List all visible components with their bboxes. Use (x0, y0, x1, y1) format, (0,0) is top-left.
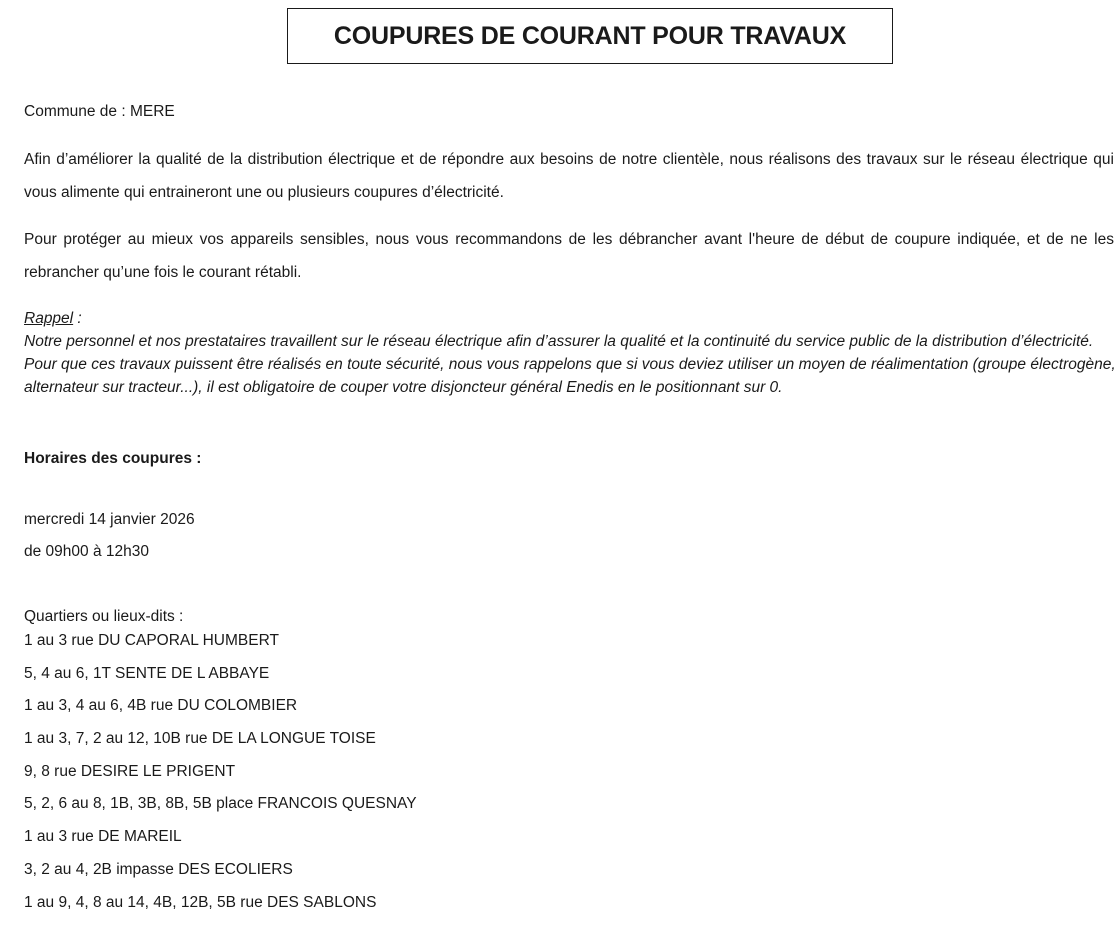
rappel-heading-suffix: : (73, 310, 82, 327)
list-item: 5, 4 au 6, 1T SENTE DE L ABBAYE (24, 664, 270, 682)
list-item: 1 au 3 rue DU CAPORAL HUMBERT (24, 632, 279, 649)
list-item: 1 au 3 rue DE MAREIL (24, 828, 182, 846)
list-item: 3, 2 au 4, 2B impasse DES ECOLIERS (24, 860, 293, 878)
list-item: 1 au 9, 4, 8 au 14, 4B, 12B, 5B rue DES SABLONS (24, 893, 377, 911)
list-item: 1 au 3, 7, 2 au 12, 10B rue DE LA LONGUE TOISE (24, 730, 376, 748)
rappel-heading: Rappel (24, 310, 74, 327)
rappel-block (24, 307, 1116, 399)
commune-line: Commune de : MERE (24, 103, 175, 120)
intro-paragraph: Afin d’améliorer la qualité de la distribution électrique et de répondre aux besoins de notre clientèle, nous réalisons des travaux sur le réseau électrique qui vous alimente qui entraineront une ou plusieurs coupures d’électricité. (24, 151, 1114, 201)
list-item: 5, 2, 6 au 8, 1B, 3B, 8B, 5B place FRANCOIS QUESNAY (24, 795, 417, 813)
recommendation-paragraph: Pour protéger au mieux vos appareils sensibles, nous vous recommandons de les débrancher avant l'heure de début de coupure indiquée, et de ne les rebrancher qu’une fois le courant rétabli. (24, 231, 1114, 281)
list-item: 9, 8 rue DESIRE LE PRIGENT (24, 762, 236, 780)
schedule-time: de 09h00 à 12h30 (24, 543, 149, 560)
locations-list (24, 632, 417, 926)
rappel-text: Notre personnel et nos prestataires travaillent sur le réseau électrique afin d’assurer la qualité et la continuité du service public de la distribution d’électricité. Pour que ces travaux puissent être réalisés en toute sécurité, nous vous rappelons que si vous deviez utiliser un moyen de réalimentation (groupe électrogène, alternateur sur tracteur...), il est obligatoire de couper votre disjoncteur général Enedis en le positionnant sur 0. (24, 333, 1116, 396)
schedule-heading: Horaires des coupures : (24, 450, 202, 467)
page-title: COUPURES DE COURANT POUR TRAVAUX (333, 21, 847, 50)
schedule-date: mercredi 14 janvier 2026 (24, 511, 195, 528)
locations-heading: Quartiers ou lieux-dits : (24, 608, 184, 625)
title-box (287, 8, 893, 64)
list-item: 1 au 3, 4 au 6, 4B rue DU COLOMBIER (24, 697, 298, 715)
